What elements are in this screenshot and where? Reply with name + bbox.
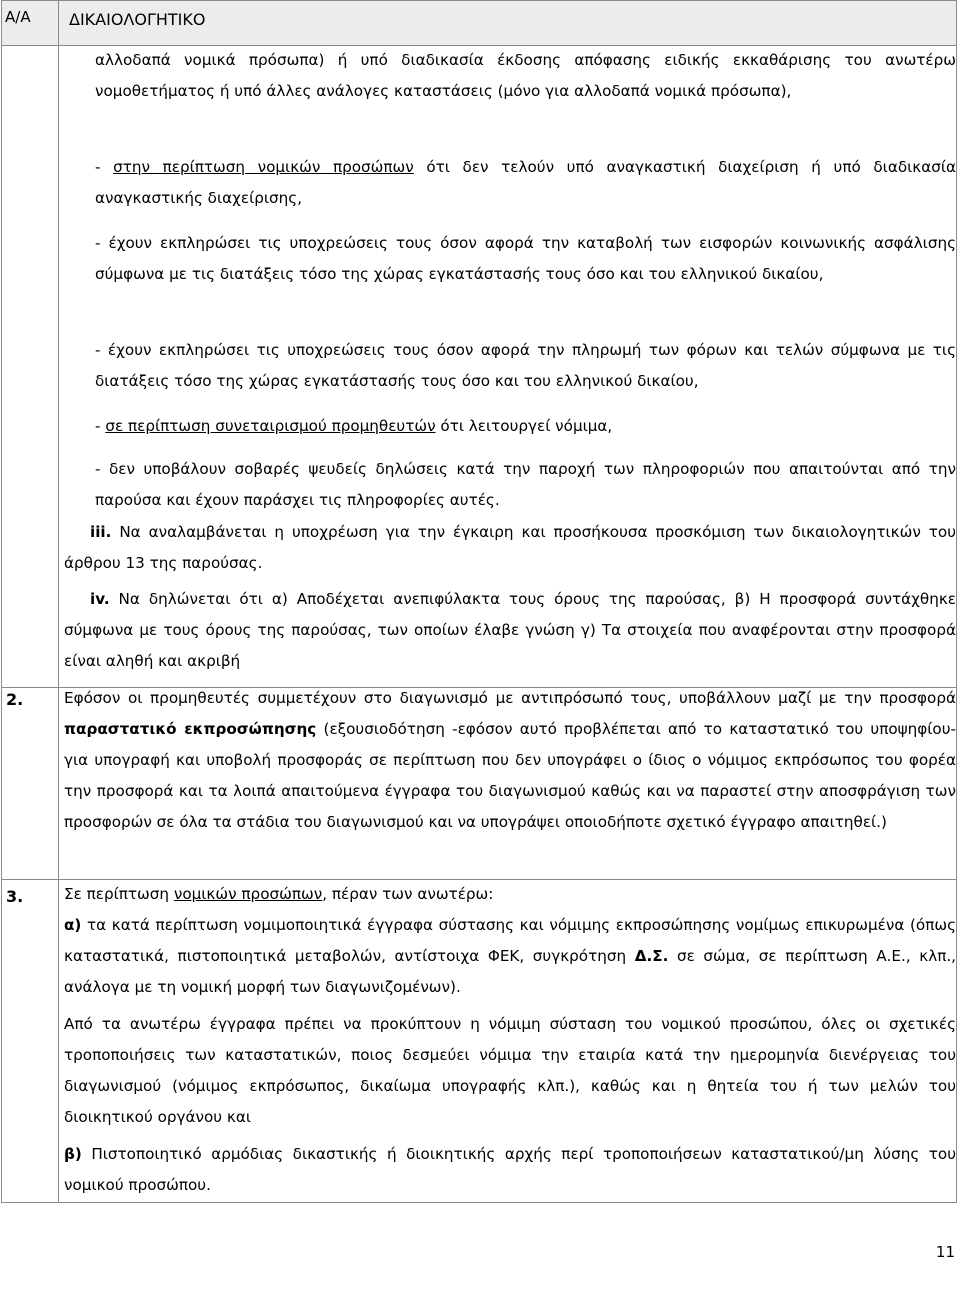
row3-item-b: [64, 1139, 956, 1201]
row3-item-a: [64, 910, 956, 1003]
row1-paragraph-4: [95, 335, 956, 397]
row1-p7-number: iii.: [90, 523, 112, 541]
row1-p2-dash: -: [95, 158, 114, 176]
row1-p7-text: Να αναλαμβάνεται η υποχρέωση για την έγκαιρη και προσήκουσα προσκόμιση των δικαιολογητικών του άρθρου 13 της παρούσας.: [64, 523, 956, 572]
row1-p8-text: Να δηλώνεται ότι α) Αποδέχεται ανεπιφύλακτα τους όρους της παρούσας, β) Η προσφορά συντάχθηκε σύμφωνα με τους όρους της παρούσας, των οποίων έλαβε γνώση γ) Τα στοιχεία που αναφέρονται στην προσφορά είναι αληθή και ακριβή: [64, 590, 956, 670]
column-divider: [58, 1, 59, 1202]
row2-paragraph: [64, 683, 956, 838]
row1-p2-underlined: στην περίπτωση νομικών προσώπων: [113, 158, 414, 176]
row1-p4-text: - έχουν εκπληρώσει τις υποχρεώσεις τους όσον αφορά την πληρωμή των φόρων και τελών σύμφωνα με τις διατάξεις τόσο της χώρας εγκατάστασής τους όσο και του ελληνικού δικαίου,: [95, 341, 956, 390]
row3-a-text-2: σε σώμα, σε περίπτωση Α.Ε., κλπ., ανάλογα με τη νομική μορφή των διαγωνιζομένων).: [64, 947, 956, 996]
row3-intro-b: , πέραν των ανωτέρω:: [322, 885, 494, 903]
row3-a-label: α): [64, 916, 82, 934]
row1-p2-rest: ότι δεν τελούν υπό αναγκαστική διαχείριση ή υπό διαδικασία αναγκαστικής διαχείρισης,: [95, 158, 956, 207]
document-table: [1, 0, 957, 1203]
row3-intro-underlined: νομικών προσώπων: [173, 885, 323, 903]
row1-paragraph-8: [64, 584, 956, 677]
row3-a-bold: Δ.Σ.: [634, 947, 669, 965]
row3-intro-a: Σε περίπτωση: [64, 885, 174, 903]
row1-p8-number: iv.: [90, 590, 110, 608]
row1-paragraph-3: [95, 228, 956, 290]
row3-note-text: Από τα ανωτέρω έγγραφα πρέπει να προκύπτουν η νόμιμη σύσταση του νομικού προσώπου, όλες οι σχετικές τροποποιήσεις των καταστατικών, ποιος δεσμεύει νόμιμα την εταιρία κατά την ημερομηνία διενέργειας του διαγωνισμού (νόμιμος εκπρόσωπος, δικαίωμα υπογραφής κλπ.), καθώς και η θητεία του ή των μελών του διοικητικού οργάνου και: [64, 1015, 956, 1126]
row2-text-b: (εξουσιοδότηση -εφόσον αυτό προβλέπεται από το καταστατικό του υποψηφίου- για υπογραφή και υποβολή προσφοράς σε περίπτωση που δεν υπογράφει ο ίδιος ο νόμιμος εκπρόσωπος του φορέα την προσφορά και τα λοιπά απαιτούμενα έγγραφα του διαγωνισμού καθώς και να παραστεί στην αποσφράγιση των προσφορών σε όλα τα στάδια του διαγωνισμού και να υπογράψει οποιοδήποτε σχετικό έγγραφο απαιτηθεί.): [64, 720, 956, 831]
header-title: ΔΙΚΑΙΟΛΟΓΗΤΙΚΟ: [69, 10, 206, 29]
row1-paragraph-7: [64, 517, 956, 579]
row1-p1-text: αλλοδαπά νομικά πρόσωπα) ή υπό διαδικασία έκδοσης απόφασης ειδικής εκκαθάρισης του ανωτέρω νομοθετήματος ή υπό άλλες ανάλογες καταστάσεις (μόνο για αλλοδαπά νομικά πρόσωπα),: [95, 51, 956, 100]
row3-number: 3.: [6, 887, 24, 906]
row1-paragraph-2: [95, 152, 956, 214]
row3-b-text: Πιστοποιητικό αρμόδιας δικαστικής ή διοικητικής αρχής περί τροποποιήσεων καταστατικού/μη λύσης του νομικού προσώπου.: [64, 1145, 956, 1194]
row1-paragraph-5: [95, 411, 956, 442]
row1-p5-dash: -: [95, 417, 106, 435]
row1-p3-text: - έχουν εκπληρώσει τις υποχρεώσεις τους όσον αφορά την καταβολή των εισφορών κοινωνικής ασφάλισης σύμφωνα με τις διατάξεις τόσο της χώρας εγκατάστασής τους όσο και του ελληνικού δικαίου,: [95, 234, 956, 283]
row3-note: [64, 1009, 956, 1133]
row1-p5-rest: ότι λειτουργεί νόμιμα,: [435, 417, 613, 435]
row1-paragraph-1: [95, 45, 956, 107]
row1-p5-underlined: σε περίπτωση συνεταιρισμού προμηθευτών: [105, 417, 436, 435]
row2-number: 2.: [6, 690, 24, 709]
header-aa: Α/Α: [5, 8, 31, 26]
row3-intro: [64, 879, 956, 910]
row3-b-label: β): [64, 1145, 82, 1163]
row1-paragraph-6: [95, 454, 956, 516]
row3-a-text-1: τα κατά περίπτωση νομιμοποιητικά έγγραφα σύστασης και νόμιμης εκπροσώπησης νομίμως επικυρωμένα (όπως καταστατικά, πιστοποιητικά μεταβολών, αντίστοιχα ΦΕΚ, συγκρότηση: [64, 916, 956, 965]
row2-text-bold: παραστατικό εκπροσώπησης: [64, 720, 317, 738]
row2-text-a: Εφόσον οι προμηθευτές συμμετέχουν στο διαγωνισμό με αντιπρόσωπό τους, υποβάλλουν μαζί με την προσφορά: [64, 689, 956, 707]
row1-p6-text: - δεν υποβάλουν σοβαρές ψευδείς δηλώσεις κατά την παροχή των πληροφοριών που απαιτούνται από την παρούσα και έχουν παράσχει τις πληροφορίες αυτές.: [95, 460, 956, 509]
page-number: 11: [935, 1243, 955, 1261]
